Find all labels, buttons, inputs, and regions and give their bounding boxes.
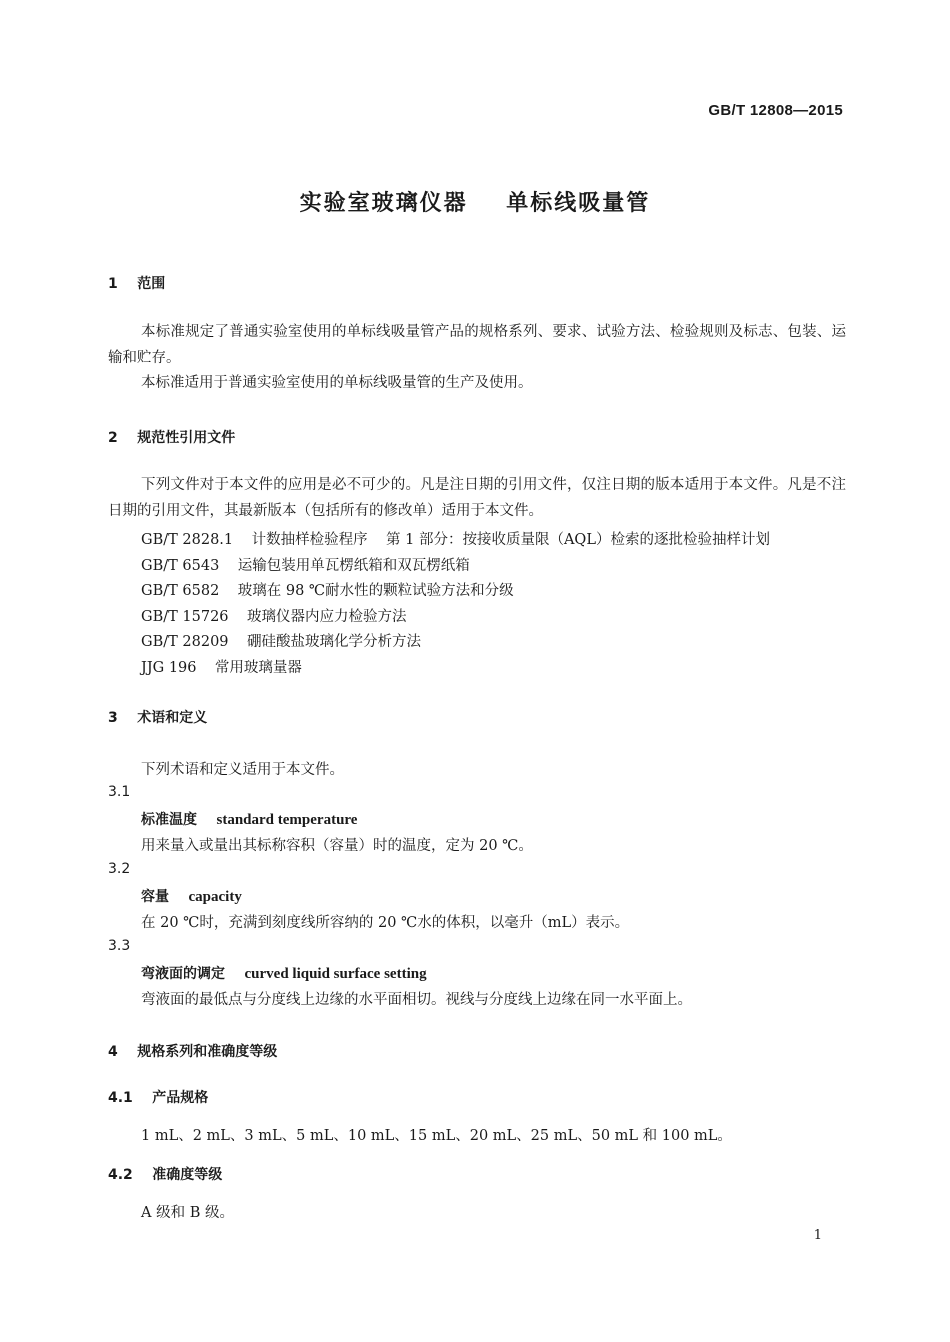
term-en: capacity [188,889,242,905]
section-3-intro: 下列术语和定义适用于本文件。 [141,762,344,778]
term-definition: 用来量入或量出其标称容积（容量）时的温度，定为 20 ℃。 [141,838,533,854]
term-definition: 在 20 ℃时，充满到刻度线所容纳的 20 ℃水的体积，以毫升（mL）表示。 [141,915,630,931]
reference-item: GB/T 6543 运输包装用单瓦楞纸箱和双瓦楞纸箱 [141,558,470,574]
standard-code: GB/T 12808—2015 [708,102,843,119]
term-zh: 弯液面的调定 [141,966,225,982]
term-number: 3.3 [108,938,131,954]
section-3-heading: 3 术语和定义 [108,710,208,726]
term-heading [141,886,242,906]
section-2-heading: 2 规范性引用文件 [108,430,236,446]
page-number: 1 [813,1228,822,1243]
section-4-2-heading: 4.2 准确度等级 [108,1167,223,1183]
term-zh: 容量 [141,889,169,905]
section-1-paragraph-1: 本标准规定了普通实验室使用的单标线吸量管产品的规格系列、要求、试验方法、检验规则及标志、包装、运输和贮存。 [108,324,846,366]
section-1-paragraph-2: 本标准适用于普通实验室使用的单标线吸量管的生产及使用。 [141,375,533,391]
term-number: 3.1 [108,784,131,800]
section-4-1-heading: 4.1 产品规格 [108,1090,209,1106]
term-definition: 弯液面的最低点与分度线上边缘的水平面相切。视线与分度线上边缘在同一水平面上。 [141,992,692,1008]
document-title: 实验室玻璃仪器 单标线吸量管 [299,191,651,216]
accuracy-grades: A 级和 B 级。 [141,1205,234,1221]
section-4-heading: 4 规格系列和准确度等级 [108,1044,278,1060]
term-en: curved liquid surface setting [244,966,427,982]
term-number: 3.2 [108,861,131,877]
product-specifications: 1 mL、2 mL、3 mL、5 mL、10 mL、15 mL、20 mL、25 mL、50 mL 和 100 mL。 [141,1128,732,1144]
reference-item: GB/T 2828.1 计数抽样检验程序 第 1 部分：按接收质量限（AQL）检索的逐批检验抽样计划 [141,532,770,548]
section-2-intro: 下列文件对于本文件的应用是必不可少的。凡是注日期的引用文件，仅注日期的版本适用于本文件。凡是不注日期的引用文件，其最新版本（包括所有的修改单）适用于本文件。 [108,477,846,519]
term-en: standard temperature [216,812,358,828]
reference-item: GB/T 6582 玻璃在 98 ℃耐水性的颗粒试验方法和分级 [141,583,514,599]
term-heading [141,963,427,983]
term-heading [141,809,357,829]
reference-item: GB/T 15726 玻璃仪器内应力检验方法 [141,609,407,625]
term-zh: 标准温度 [141,812,197,828]
section-1-heading: 1 范围 [108,276,166,292]
reference-item: JJG 196 常用玻璃量器 [141,660,302,676]
reference-item: GB/T 28209 硼硅酸盐玻璃化学分析方法 [141,634,421,650]
